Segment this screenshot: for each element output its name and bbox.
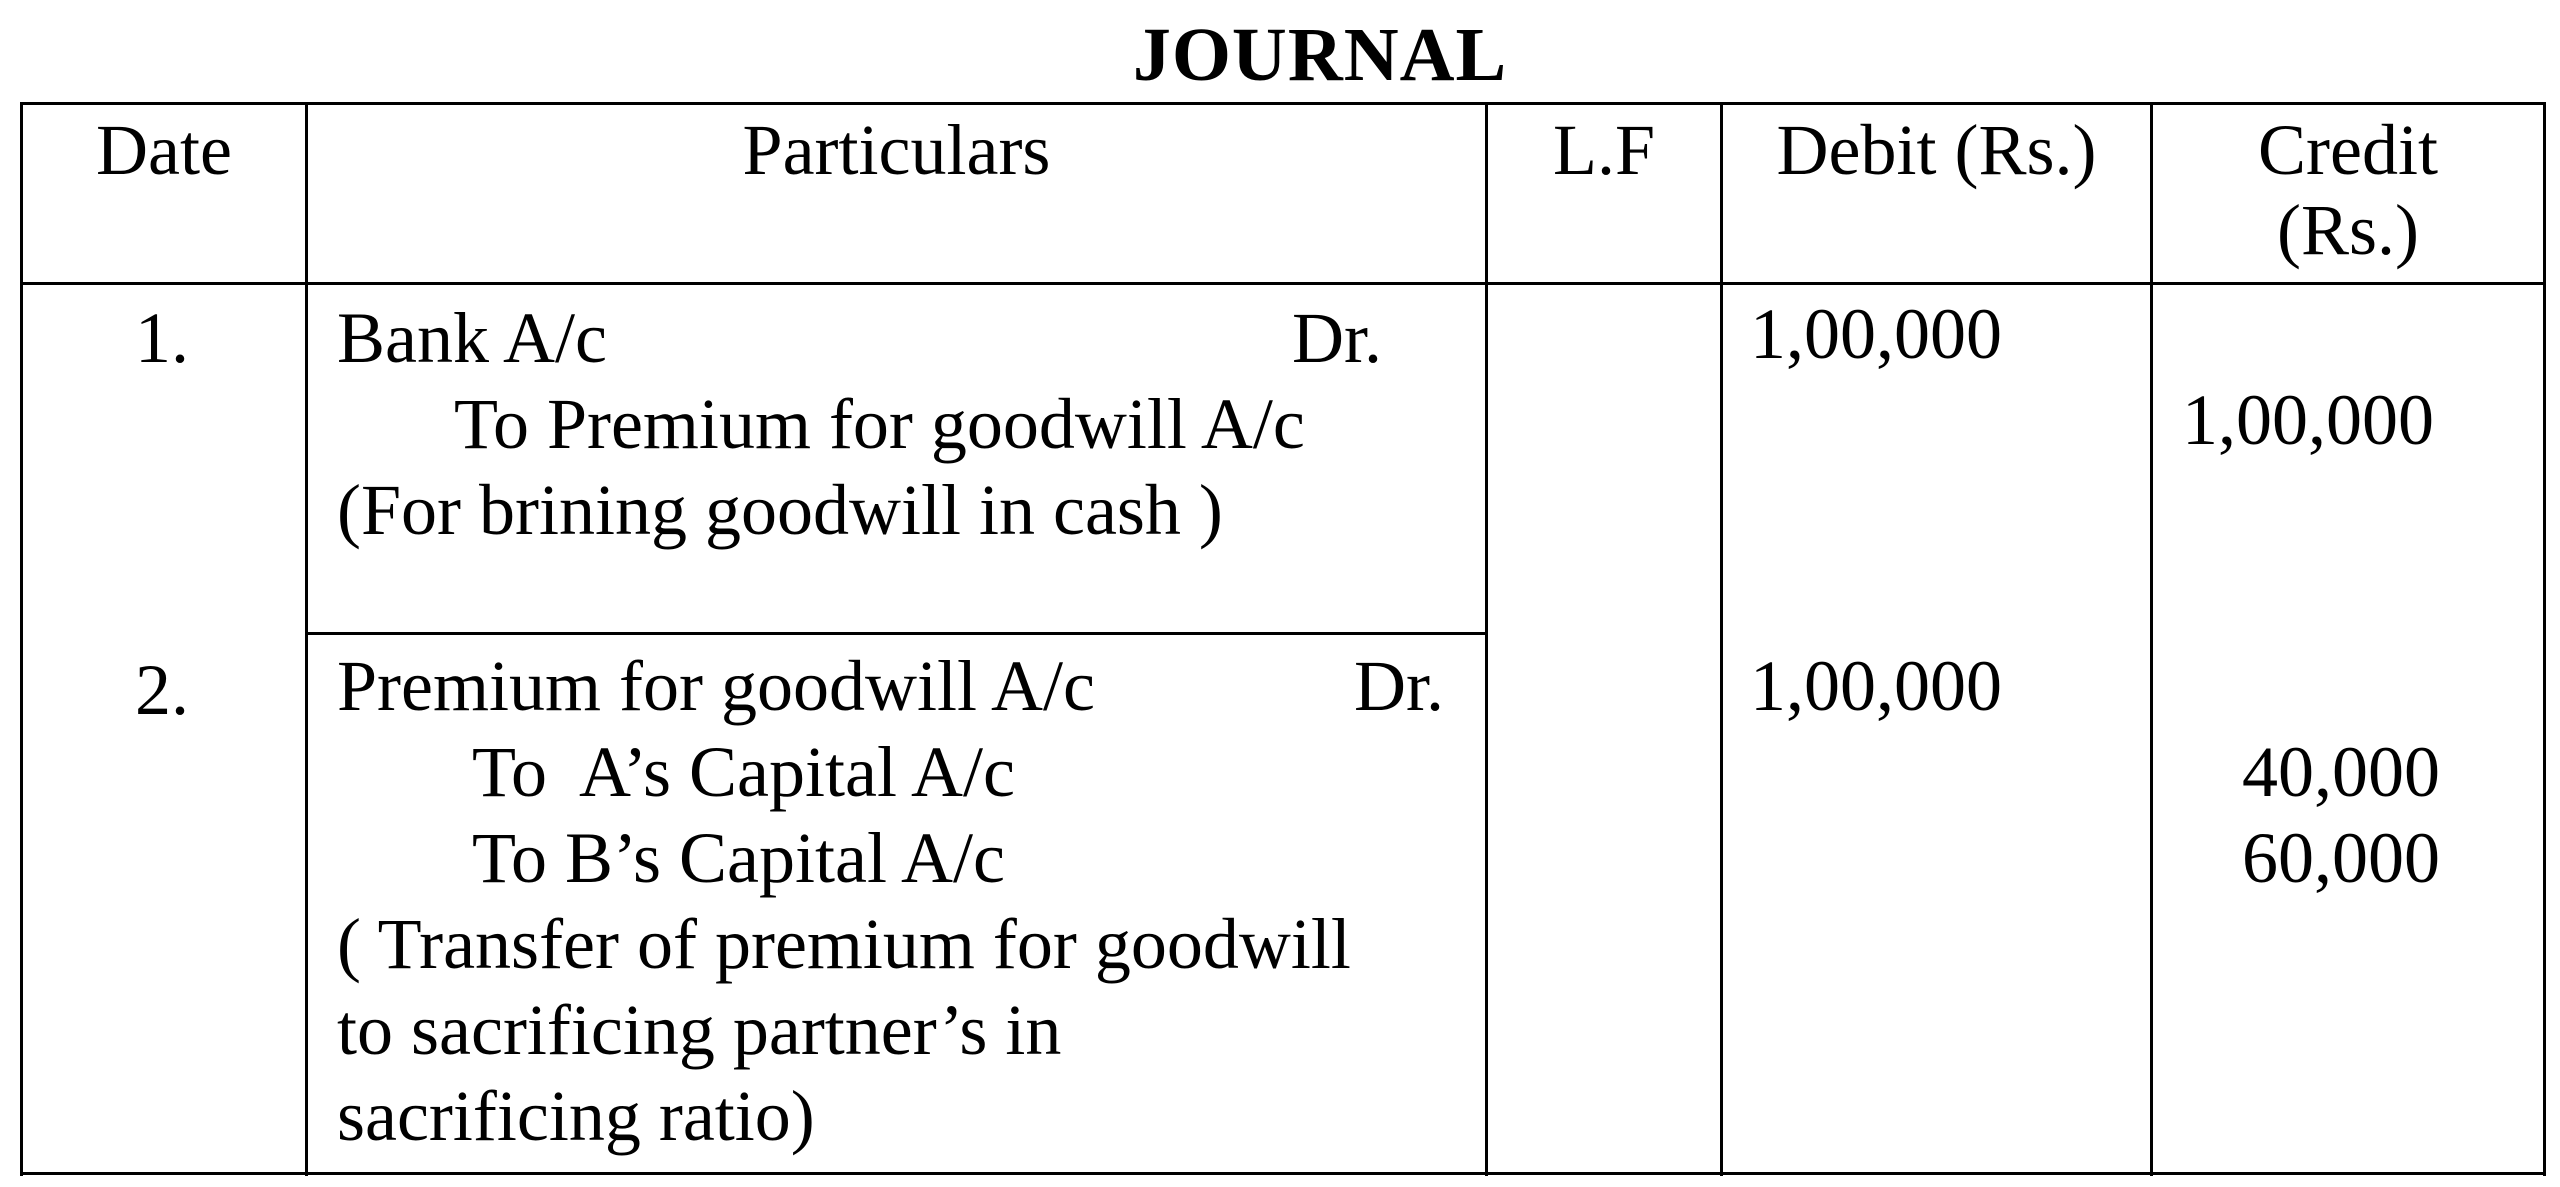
column-header-debit: Debit (Rs.)	[1776, 110, 2097, 190]
entry-2-narration-line-3: sacrificing ratio)	[337, 1076, 815, 1156]
column-header-credit-unit: (Rs.)	[2277, 190, 2419, 270]
table-bottom-border	[20, 1172, 2546, 1175]
column-header-date: Date	[96, 110, 232, 190]
entry-2-debit-amount: 1,00,000	[1750, 646, 2002, 726]
divider-date-particulars	[305, 102, 308, 1176]
entry-1-dr-label: Dr.	[1292, 298, 1382, 378]
divider-lf-debit	[1720, 102, 1723, 1176]
journal-table	[20, 102, 2546, 1176]
entry-2-narration-line-1: ( Transfer of premium for goodwill	[337, 904, 1351, 984]
entry-2-dr-label: Dr.	[1354, 646, 1444, 726]
entry-2-credit-amount-a: 40,000	[2242, 732, 2440, 812]
entry-2-credit-account-a: To A’s Capital A/c	[472, 732, 1015, 812]
entry-2-credit-amount-b: 60,000	[2242, 818, 2440, 898]
table-right-border	[2543, 102, 2546, 1176]
column-header-credit: Credit	[2258, 110, 2438, 190]
entry-1-debit-amount: 1,00,000	[1750, 294, 2002, 374]
table-top-border	[20, 102, 2546, 105]
entry-separator	[305, 632, 1488, 635]
divider-particulars-lf	[1485, 102, 1488, 1176]
entry-2-narration-line-2: to sacrificing partner’s in	[337, 990, 1062, 1070]
entry-1-credit-amount: 1,00,000	[2182, 380, 2434, 460]
entry-1-date: 1.	[135, 298, 189, 378]
entry-2-credit-account-b: To B’s Capital A/c	[472, 818, 1005, 898]
header-separator	[20, 282, 2546, 285]
table-left-border	[20, 102, 23, 1176]
entry-2-date: 2.	[135, 650, 189, 730]
entry-2-debit-account: Premium for goodwill A/c	[337, 646, 1095, 726]
entry-1-credit-account: To Premium for goodwill A/c	[454, 384, 1305, 464]
entry-1-narration: (For brining goodwill in cash )	[337, 470, 1223, 550]
column-header-lf: L.F	[1552, 110, 1656, 190]
entry-1-debit-account: Bank A/c	[337, 298, 607, 378]
page-title: JOURNAL	[1132, 13, 1508, 97]
column-header-particulars: Particulars	[742, 110, 1051, 190]
